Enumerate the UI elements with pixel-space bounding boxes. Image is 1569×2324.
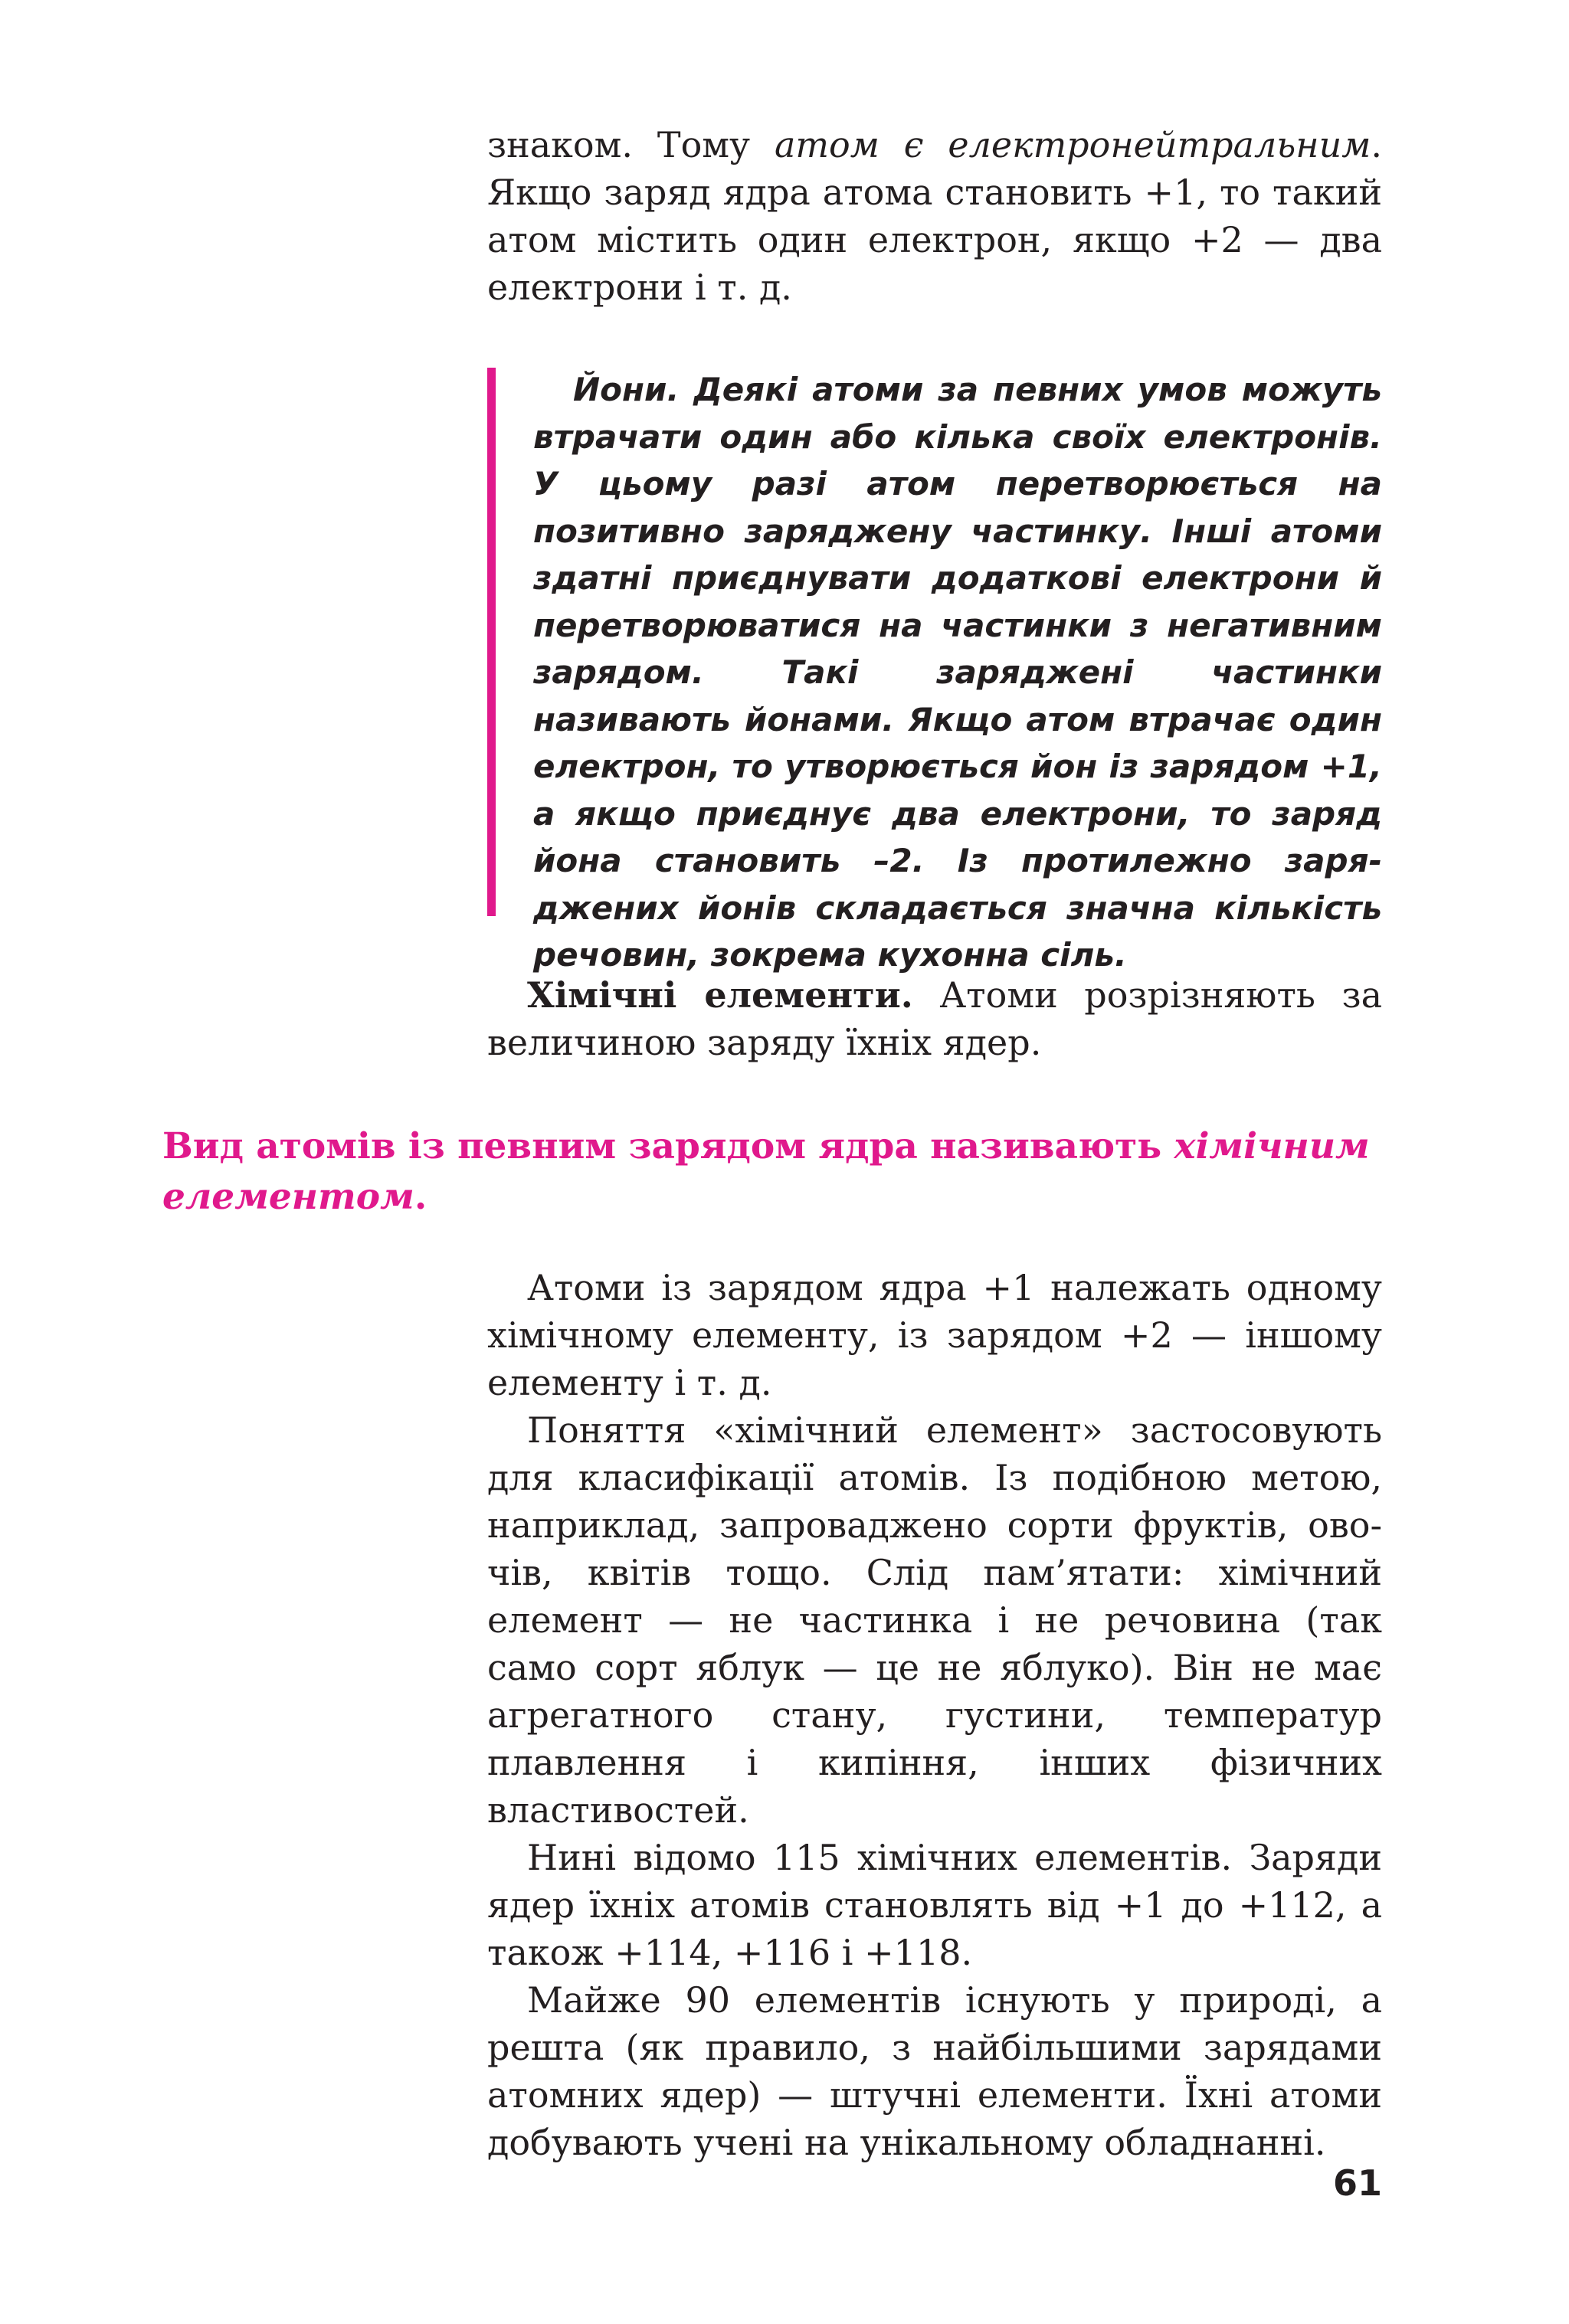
definition-highlight [162, 1121, 1382, 1223]
paragraph-1: Атоми із зарядом ядра +1 належать одному хімічному елементу, із зарядом +2 — іншому елементу і т. д. [487, 1267, 1382, 1403]
ions-note-title: Йони. [573, 371, 680, 408]
paragraph-3: Нині відомо 115 хімічних елементів. Заряди ядер їхніх атомів становлять від +1 до +112, а також +114, +116 і +118. [487, 1837, 1382, 1973]
ions-side-note [487, 366, 1382, 974]
chemical-elements-text: Атоми розрізняють за величиною заряду їхніх ядер. [487, 974, 1383, 1063]
paragraph-4: Майже 90 елементів існують у природі, а решта (як правило, з найбільшими зарядами атомних ядер) — штучні елементи. Їхні атоми добувають учені на унікальному обладнанні. [487, 1979, 1382, 2163]
intro-text-end: . Якщо заряд ядра атома становить +1, то такий атом містить один електрон, якщо +2 — два електрони і т. д. [487, 124, 1382, 308]
chemical-elements-paragraph [487, 971, 1382, 1066]
intro-italic-term: атом є електронейтральним [774, 124, 1371, 165]
ions-note-body: Деякі атоми за певних умов можуть втрачати один або кілька своїх електронів. У цьому разі атом перетворюється на позитивно заряджену частинку. Інші атоми здатні приєднувати додаткові електрони й перетворюватися на частинки з негативним зарядом. Такі заряджені частинки називають йонами. Якщо атом втрачає один електрон, то утворюється йон із зарядом +1, а якщо приєднує два електрони, то заряд йона становить –2. Із протилежно заряджених йонів складається значна кількість речовин, зокрема кухонна сіль. [533, 371, 1382, 974]
accent-bar [487, 368, 496, 916]
chemical-elements-heading: Хімічні елементи. [527, 974, 913, 1016]
definition-term: хімічним елементом [162, 1125, 1370, 1218]
definition-end: . [414, 1176, 427, 1218]
page-number: 61 [1332, 2162, 1382, 2204]
ions-note-text [533, 366, 1382, 979]
paragraph-2: Поняття «хімічний елемент» застосовують для класифікації атомів. Із подібною метою, наприклад, запроваджено сорти фруктів, овочів, квітів тощо. Слід пам’ятати: хімічний елемент — не частинка і не речовина (так само сорт яблук — це не яблуко). Він не має агрегатного стану, густини, температур плавлення і кипіння, інших фізичних властивостей. [487, 1409, 1382, 1831]
intro-paragraph [487, 121, 1382, 311]
main-text [487, 1264, 1382, 2166]
definition-text: Вид атомів із певним зарядом ядра називають [162, 1125, 1174, 1167]
intro-text-start: знаком. Тому [487, 124, 775, 165]
